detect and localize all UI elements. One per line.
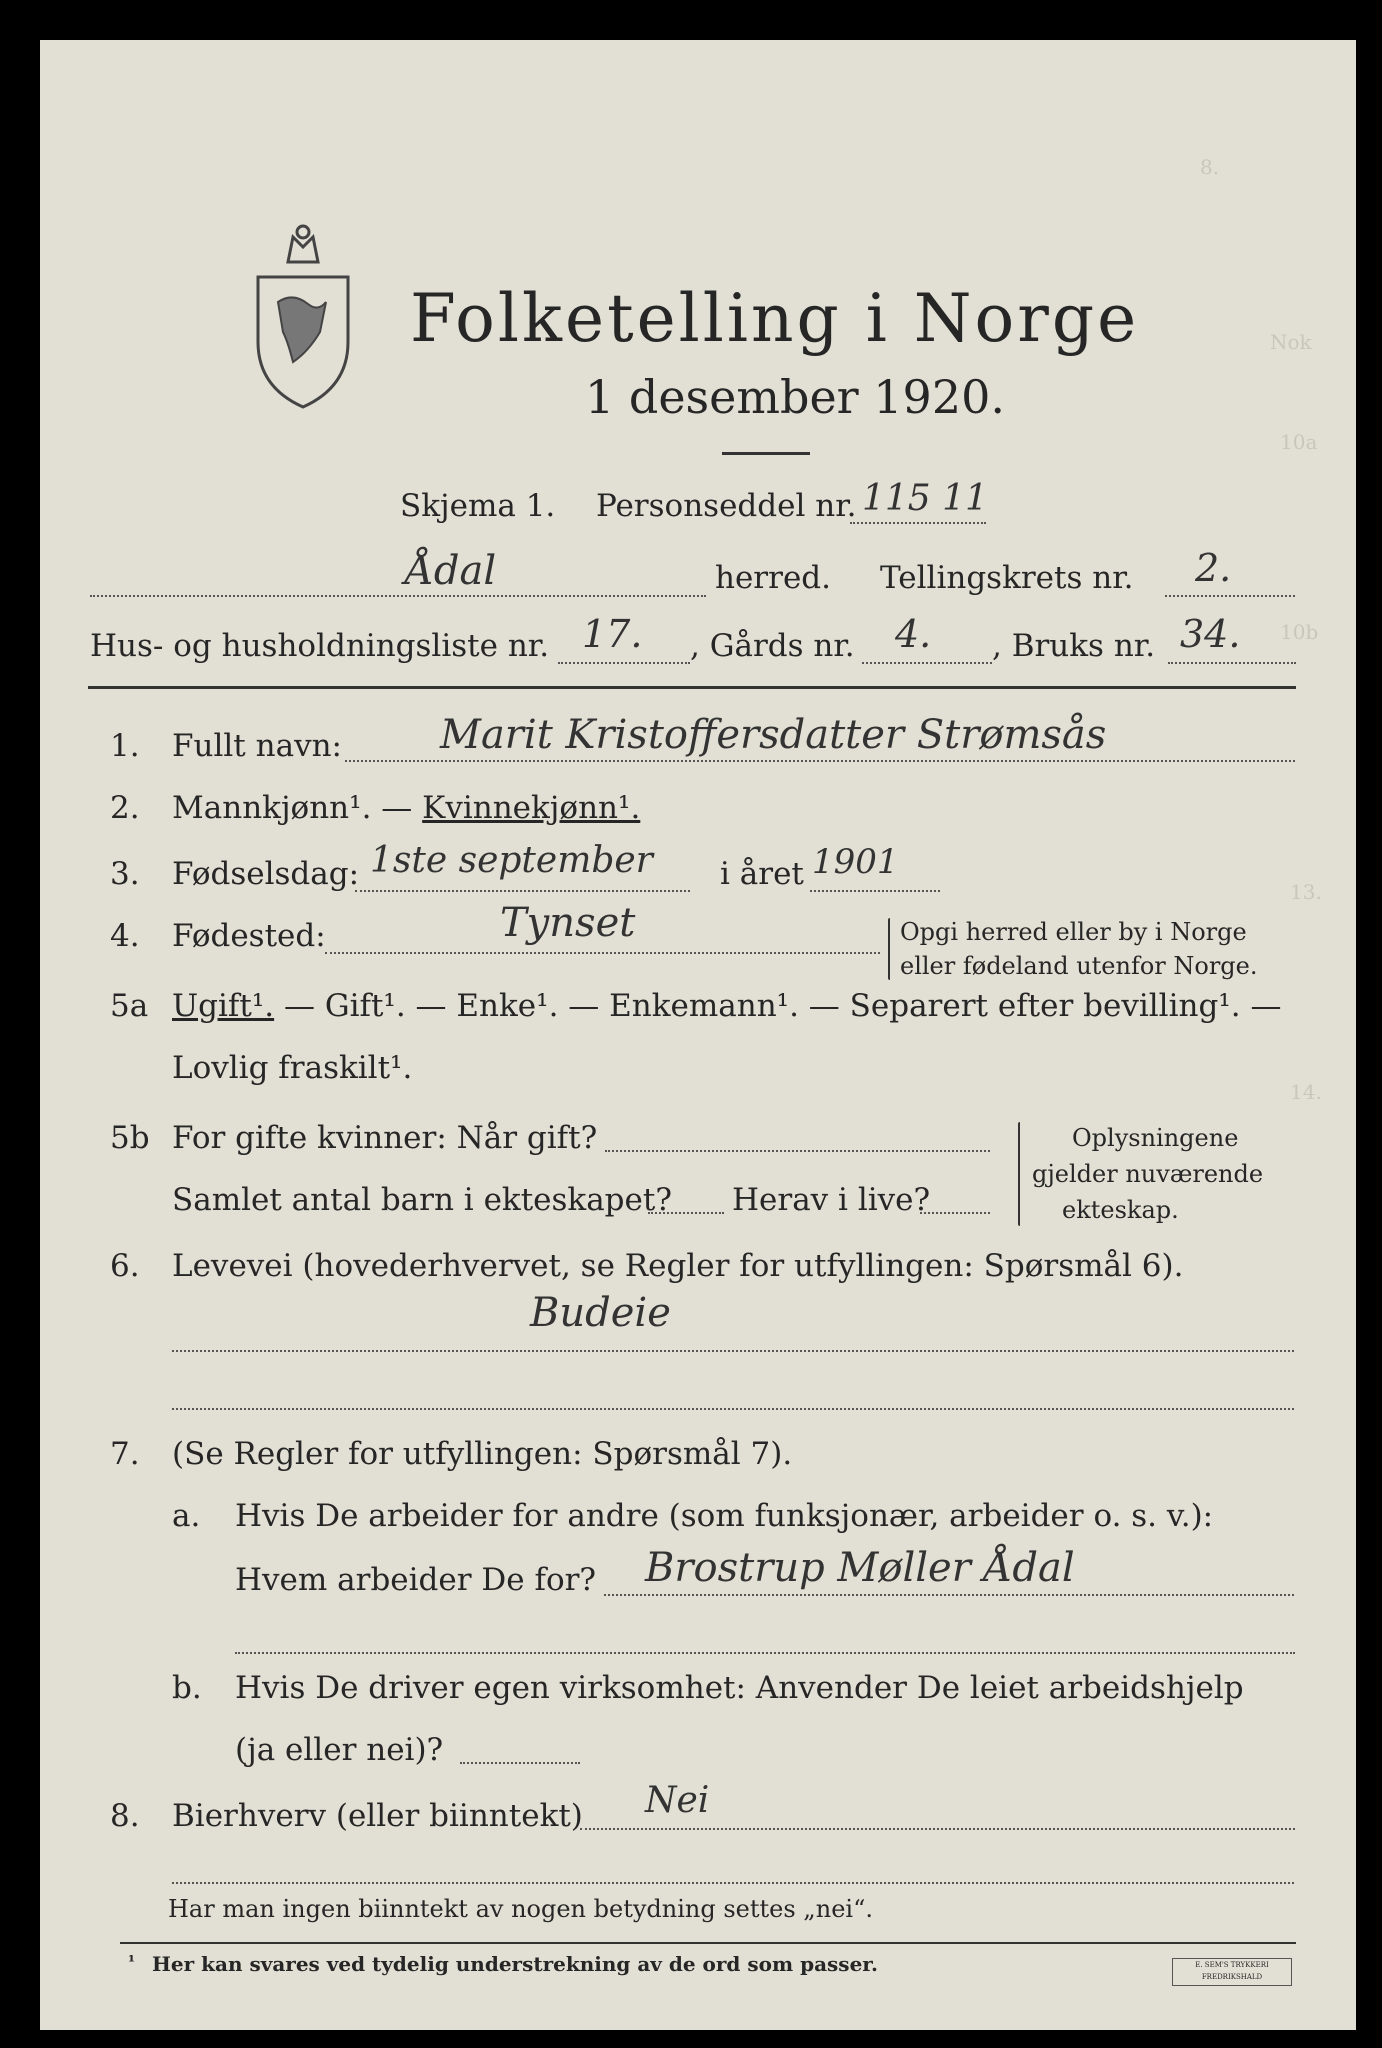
herred-line (90, 595, 706, 597)
q2-female: Kvinnekjønn¹. (422, 790, 641, 826)
hus-label: Hus- og husholdningsliste nr. (90, 628, 550, 664)
q6-value: Budeie (530, 1290, 671, 1336)
herred-label: herred. (715, 560, 831, 596)
q5b-note-line3: ekteskap. (1062, 1196, 1179, 1224)
q3-number: 3. (110, 856, 140, 892)
q3-label: Fødselsdag: (172, 856, 360, 892)
bleed-through: 13. (1290, 880, 1322, 904)
divider (722, 452, 810, 455)
q2-separator: — (371, 790, 423, 826)
tellingskrets-label: Tellingskrets nr. (880, 560, 1134, 596)
q5b-line (605, 1150, 990, 1152)
bleed-through: Nok (1270, 330, 1312, 354)
q8-number: 8. (110, 1798, 140, 1834)
q7b-line2: (ja eller nei)? (235, 1732, 444, 1768)
q2-options (172, 790, 640, 826)
bleed-through: 14. (1290, 1080, 1322, 1104)
q1-line (345, 760, 1295, 762)
bruks-label: , Bruks nr. (992, 628, 1156, 664)
q5b-note-line2: gjelder nuværende (1032, 1160, 1264, 1188)
census-date: 1 desember 1920. (585, 370, 1005, 424)
q7a-line1: Hvis De arbeider for andre (som funksjonær, arbeider o. s. v.): (235, 1498, 1214, 1534)
bleed-through: 8. (1200, 155, 1220, 179)
q5b-live-line (920, 1212, 990, 1214)
coat-of-arms-icon (248, 212, 358, 412)
personseddel-value: 115 11 (862, 478, 988, 519)
footnote: Her kan svares ved tydelig understrekning av de ord som passer. (152, 1952, 878, 1976)
tellingskrets-line (1165, 595, 1295, 597)
gards-label: , Gårds nr. (690, 628, 855, 664)
q4-note-line2: eller fødeland utenfor Norge. (900, 952, 1258, 980)
q7a-line (604, 1594, 1294, 1596)
q7a-extra-line (235, 1652, 1295, 1654)
footer-rule (120, 1942, 1296, 1944)
personseddel-label: Personseddel nr. (596, 488, 857, 524)
q3-line (355, 890, 690, 892)
footer-note: Har man ingen biinntekt av nogen betydning settes „nei“. (168, 1895, 873, 1923)
brace (888, 918, 890, 980)
q2-male: Mannkjønn¹. (172, 790, 372, 826)
q8-label: Bierhverv (eller biinntekt) (172, 1798, 583, 1834)
personseddel-line (850, 522, 986, 524)
q7a-line2: Hvem arbeider De for? (235, 1562, 597, 1598)
tellingskrets-value: 2. (1195, 546, 1232, 590)
q5a-line2: Lovlig fraskilt¹. (172, 1050, 413, 1086)
q8-line (580, 1828, 1295, 1830)
bruks-value: 34. (1180, 612, 1241, 656)
q3-year-value: 1901 (812, 842, 899, 882)
q1-label: Fullt navn: (172, 728, 342, 764)
q6-number: 6. (110, 1248, 140, 1284)
q4-number: 4. (110, 918, 140, 954)
q1-value: Marit Kristoffersdatter Strømsås (440, 712, 1107, 758)
q3-year-label: i året (720, 856, 804, 892)
q5b-note-line1: Oplysningene (1072, 1124, 1239, 1152)
section-rule (88, 686, 1296, 689)
q1-number: 1. (110, 728, 140, 764)
hus-value: 17. (582, 612, 643, 656)
bleed-through: 10a (1280, 430, 1318, 454)
q5a-options (172, 988, 1281, 1024)
bleed-through: 10b (1280, 620, 1319, 644)
q4-note-line1: Opgi herred eller by i Norge (900, 918, 1247, 946)
q6-line1 (172, 1350, 1294, 1352)
printer-stamp: E. SEM'S TRYKKERI FREDRIKSHALD (1172, 1958, 1292, 1986)
q7a-letter: a. (172, 1498, 201, 1534)
gards-line (862, 662, 992, 664)
q8-value: Nei (645, 1780, 710, 1821)
q5b-barn-label: Samlet antal barn i ekteskapet? (172, 1182, 672, 1218)
form-title: Folketelling i Norge (410, 280, 1140, 357)
q7-number: 7. (110, 1436, 140, 1472)
q3-value: 1ste september (370, 840, 653, 881)
q7b-line1: Hvis De driver egen virksomhet: Anvender De leiet arbeidshjelp (235, 1670, 1244, 1706)
q4-value: Tynset (500, 900, 636, 946)
q5a-number: 5a (110, 988, 149, 1024)
q6-label: Levevei (hovederhvervet, se Regler for utfyllingen: Spørsmål 6). (172, 1248, 1184, 1284)
q8-extra-line (172, 1882, 1294, 1884)
q5b-live-label: Herav i live? (732, 1182, 931, 1218)
bruks-line (1168, 662, 1296, 664)
q5b-label: For gifte kvinner: Når gift? (172, 1120, 598, 1156)
q7a-value: Brostrup Møller Ådal (645, 1545, 1075, 1591)
q5a-ugift: Ugift¹. (172, 988, 275, 1024)
brace (1018, 1122, 1020, 1226)
q3-year-line (810, 890, 940, 892)
q2-number: 2. (110, 790, 140, 826)
q5b-barn-line (648, 1212, 724, 1214)
hus-line (558, 662, 690, 664)
footnote-mark: ¹ (128, 1952, 136, 1971)
q7-label: (Se Regler for utfyllingen: Spørsmål 7). (172, 1436, 793, 1472)
q5a-other-options: — Gift¹. — Enke¹. — Enkemann¹. — Separert efter bevilling¹. — (274, 988, 1282, 1024)
q4-line (325, 952, 880, 954)
q7b-line (460, 1762, 580, 1764)
skjema-label: Skjema 1. (400, 488, 556, 524)
q5b-number: 5b (110, 1120, 150, 1156)
q6-line2 (172, 1408, 1294, 1410)
q7b-letter: b. (172, 1670, 202, 1706)
q4-label: Fødested: (172, 918, 326, 954)
herred-value: Ådal (405, 548, 497, 594)
gards-value: 4. (895, 612, 932, 656)
